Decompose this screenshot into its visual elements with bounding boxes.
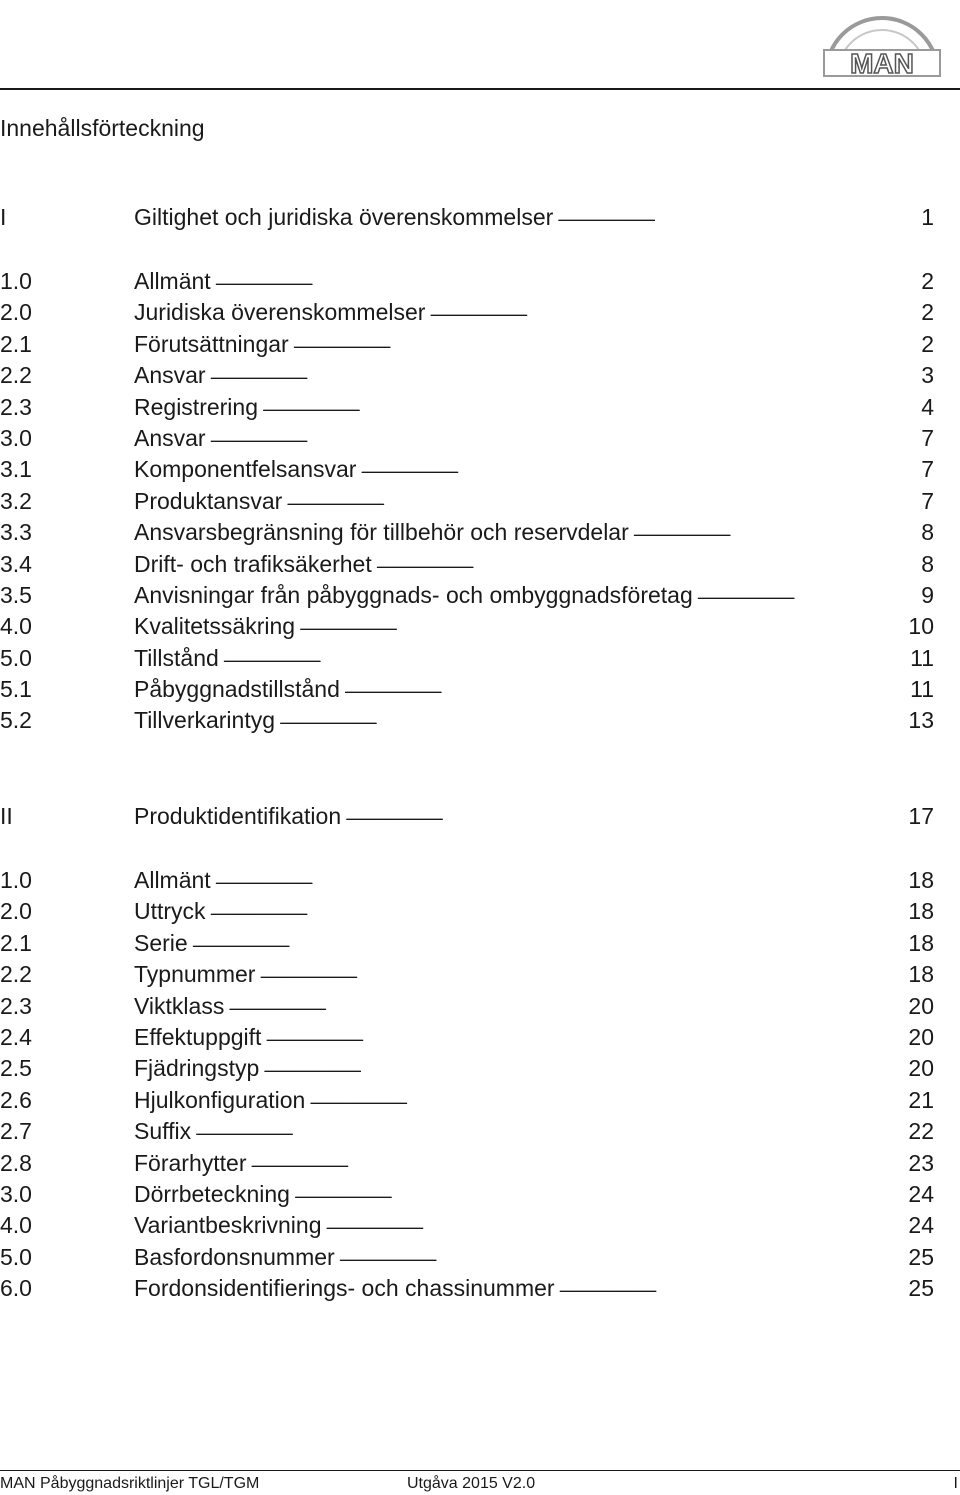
- toc-label: Kvalitetssäkring: [134, 613, 296, 640]
- toc-label: Juridiska överenskommelser: [134, 299, 426, 326]
- toc-number: 3.0: [0, 424, 32, 451]
- toc-label: Variantbeskrivning: [134, 1212, 322, 1239]
- toc-page-number: 1: [921, 204, 934, 230]
- dot-leader: [192, 926, 905, 953]
- toc-label: Ansvar: [134, 362, 206, 389]
- footer-edition: Utgåva 2015 V2.0: [407, 1475, 536, 1492]
- toc-number: 5.1: [0, 676, 32, 703]
- dot-leader: [279, 703, 904, 730]
- toc-number: I: [0, 204, 7, 230]
- toc-page-number: 10: [908, 613, 934, 640]
- dot-leader: [223, 641, 906, 668]
- header-rule: [0, 88, 960, 90]
- dot-leader: [265, 1020, 904, 1047]
- dot-leader: [345, 799, 904, 826]
- dot-leader: [259, 957, 904, 984]
- toc-page-number: 7: [921, 487, 934, 514]
- toc-label: Registrering: [134, 393, 258, 420]
- toc-label: Fordonsidentifierings- och chassinummer: [134, 1275, 555, 1302]
- toc-number: 2.2: [0, 362, 32, 389]
- dot-leader: [360, 452, 917, 479]
- toc-section-heading[interactable]: [0, 204, 934, 268]
- toc-number: 2.0: [0, 299, 32, 326]
- toc-label: Anvisningar från påbyggnads- och ombyggnadsföretag: [134, 581, 693, 608]
- dot-leader: [250, 1146, 904, 1173]
- toc-page-number: 2: [921, 299, 934, 326]
- dot-leader: [228, 989, 904, 1016]
- toc-label: Typnummer: [134, 961, 256, 988]
- dot-leader: [215, 264, 918, 291]
- footer: [0, 1475, 960, 1495]
- toc-label: Effektuppgift: [134, 1023, 262, 1050]
- toc-page-number: 18: [908, 929, 934, 956]
- toc-label: Hjulkonfiguration: [134, 1086, 306, 1113]
- toc-entry[interactable]: [0, 707, 934, 738]
- toc-number: 2.7: [0, 1118, 32, 1145]
- dot-leader: [210, 894, 905, 921]
- toc-page-number: 4: [921, 393, 934, 420]
- footer-document-name: MAN Påbyggnadsriktlinjer TGL/TGM: [0, 1475, 260, 1492]
- toc-number: 3.2: [0, 487, 32, 514]
- dot-leader: [293, 327, 918, 354]
- dot-leader: [263, 1051, 904, 1078]
- toc-number: 3.5: [0, 581, 32, 608]
- dot-leader: [215, 863, 905, 890]
- toc-page-number: 20: [908, 1055, 934, 1082]
- toc-page-number: 2: [921, 330, 934, 357]
- toc-label: Komponentfelsansvar: [134, 456, 357, 483]
- toc-page-number: 20: [908, 1023, 934, 1050]
- toc-number: 2.0: [0, 898, 32, 925]
- toc-number: 3.3: [0, 519, 32, 546]
- dot-leader: [309, 1083, 904, 1110]
- dot-leader: [299, 609, 904, 636]
- dot-leader: [294, 1177, 904, 1204]
- toc-label: Allmänt: [134, 268, 211, 294]
- toc-number: 1.0: [0, 867, 32, 893]
- toc-page-number: 9: [921, 581, 934, 608]
- toc-label: Giltighet och juridiska överenskommelser: [134, 204, 554, 230]
- toc-number: 2.3: [0, 992, 32, 1019]
- toc-number: 2.2: [0, 961, 32, 988]
- toc-number: 2.1: [0, 929, 32, 956]
- dot-leader: [557, 200, 917, 227]
- dot-leader: [344, 672, 906, 699]
- logo-text: MAN: [850, 48, 914, 78]
- dot-leader: [339, 1240, 905, 1267]
- toc-page-number: 3: [921, 362, 934, 389]
- toc-label: Fjädringstyp: [134, 1055, 260, 1082]
- toc-number: 5.2: [0, 707, 32, 734]
- toc-label: Förutsättningar: [134, 330, 289, 357]
- toc-number: 2.3: [0, 393, 32, 420]
- toc-number: 1.0: [0, 268, 32, 294]
- toc-number: 2.5: [0, 1055, 32, 1082]
- toc-number: 4.0: [0, 613, 32, 640]
- toc-page-number: 20: [908, 992, 934, 1019]
- toc-number: 3.4: [0, 550, 32, 577]
- dot-leader: [210, 421, 918, 448]
- footer-page-number: I: [953, 1475, 958, 1492]
- toc-number: 2.1: [0, 330, 32, 357]
- dot-leader: [376, 547, 917, 574]
- toc-label: Viktklass: [134, 992, 225, 1019]
- toc-page-number: 2: [921, 268, 934, 294]
- toc-label: Dörrbeteckning: [134, 1180, 290, 1207]
- toc-label: Serie: [134, 929, 188, 956]
- dot-leader: [559, 1271, 905, 1298]
- toc-page-number: 7: [921, 424, 934, 451]
- toc-page-number: 25: [908, 1243, 934, 1270]
- toc-section-heading[interactable]: [0, 803, 934, 867]
- toc-number: 2.8: [0, 1149, 32, 1176]
- dot-leader: [195, 1114, 904, 1141]
- toc-label: Produktansvar: [134, 487, 283, 514]
- toc-entry[interactable]: [0, 1275, 934, 1306]
- dot-leader: [697, 578, 917, 605]
- toc-page-number: 23: [908, 1149, 934, 1176]
- toc-page-number: 8: [921, 550, 934, 577]
- dot-leader: [286, 484, 917, 511]
- toc-number: 5.0: [0, 644, 32, 671]
- toc-label: Suffix: [134, 1118, 192, 1145]
- toc-page-number: 7: [921, 456, 934, 483]
- page-title: Innehållsförteckning: [0, 115, 205, 141]
- toc-number: 6.0: [0, 1275, 32, 1302]
- toc-page-number: 25: [908, 1275, 934, 1302]
- toc-page-number: 21: [908, 1086, 934, 1113]
- toc-label: Ansvarsbegränsning för tillbehör och reservdelar: [134, 519, 629, 546]
- toc-number: 2.4: [0, 1023, 32, 1050]
- toc-label: Allmänt: [134, 867, 211, 893]
- toc-page-number: 18: [908, 898, 934, 925]
- toc-page-number: 11: [910, 676, 934, 703]
- toc-page-number: 8: [921, 519, 934, 546]
- dot-leader: [429, 295, 917, 322]
- toc-section-2: [0, 803, 934, 1306]
- footer-rule: [0, 1470, 960, 1471]
- toc-page-number: 18: [908, 961, 934, 988]
- toc-page-number: 17: [908, 803, 934, 829]
- toc-page-number: 22: [908, 1118, 934, 1145]
- toc-page-number: 18: [908, 867, 934, 893]
- toc-label: Basfordonsnummer: [134, 1243, 335, 1270]
- toc-label: Förarhytter: [134, 1149, 247, 1176]
- toc-label: Tillverkarintyg: [134, 707, 276, 734]
- toc-page-number: 11: [910, 644, 934, 671]
- toc-label: Ansvar: [134, 424, 206, 451]
- toc-number: 2.6: [0, 1086, 32, 1113]
- dot-leader: [210, 358, 918, 385]
- toc-number: 4.0: [0, 1212, 32, 1239]
- toc-number: 3.0: [0, 1180, 32, 1207]
- dot-leader: [326, 1208, 905, 1235]
- toc-number: II: [0, 803, 13, 829]
- toc-label: Drift- och trafiksäkerhet: [134, 550, 372, 577]
- dot-leader: [262, 390, 917, 417]
- toc-label: Påbyggnadstillstånd: [134, 676, 340, 703]
- toc-number: 3.1: [0, 456, 32, 483]
- dot-leader: [633, 515, 917, 542]
- man-logo: [816, 4, 948, 78]
- toc-label: Tillstånd: [134, 644, 219, 671]
- toc-page-number: 24: [908, 1180, 934, 1207]
- toc-page-number: 13: [908, 707, 934, 734]
- toc-number: 5.0: [0, 1243, 32, 1270]
- toc-label: Produktidentifikation: [134, 803, 342, 829]
- toc-label: Uttryck: [134, 898, 206, 925]
- toc-page-number: 24: [908, 1212, 934, 1239]
- toc-section-1: [0, 204, 934, 739]
